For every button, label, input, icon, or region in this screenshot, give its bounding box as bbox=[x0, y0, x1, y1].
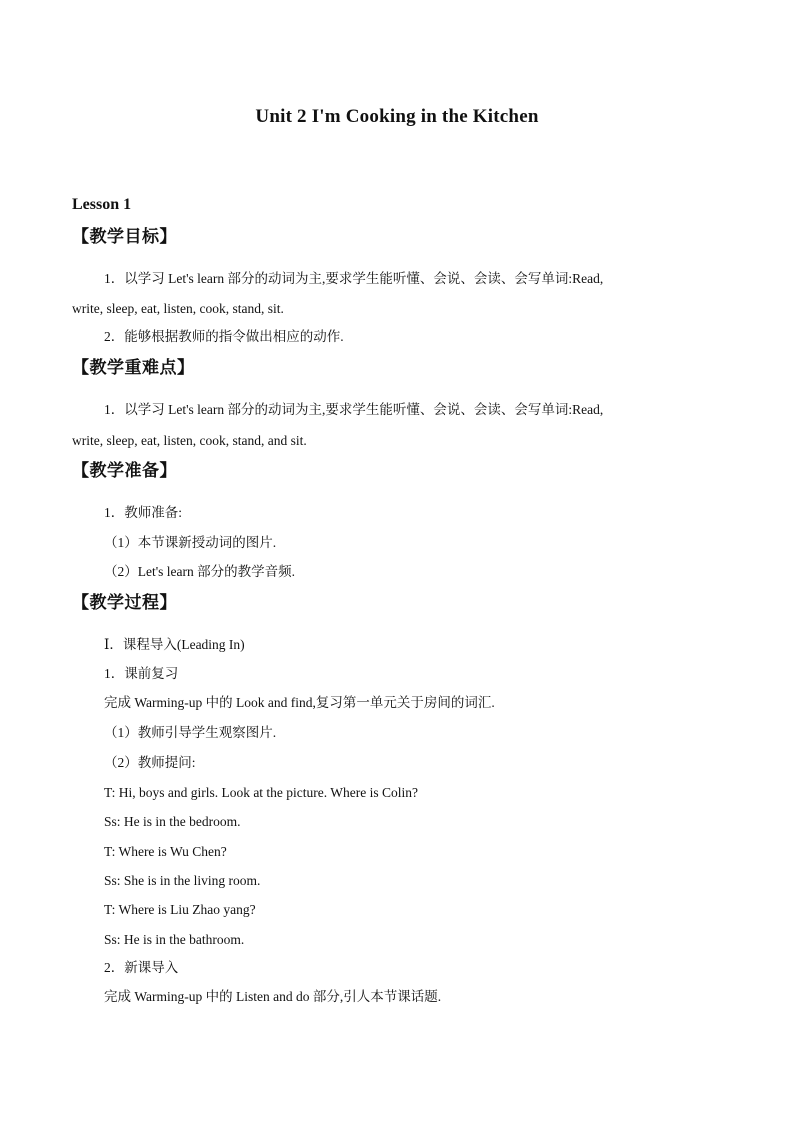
process-line: （2）教师提问: bbox=[104, 755, 196, 770]
preparation-line-3: （2）Let's learn 部分的教学音频. bbox=[104, 564, 296, 579]
process-line: Ⅰ．课程导入(Leading In) bbox=[104, 637, 245, 652]
process-line: Ss: He is in the bathroom. bbox=[104, 932, 245, 947]
process-line: 完成 Warming-up 中的 Look and find,复习第一单元关于房间的词汇. bbox=[104, 695, 495, 710]
preparation-line-1: 1．教师准备: bbox=[104, 505, 183, 520]
section-heading-preparation: 【教学准备】 bbox=[72, 461, 177, 480]
objectives-line-2: write, sleep, eat, listen, cook, stand, sit. bbox=[72, 301, 284, 316]
preparation-line-2: （1）本节课新授动词的图片. bbox=[104, 535, 277, 550]
keypoints-line-1: 1．以学习 Let's learn 部分的动词为主,要求学生能听懂、会说、会读、会写单词:Read, bbox=[104, 402, 604, 417]
process-line: T: Where is Wu Chen? bbox=[104, 844, 227, 859]
keypoints-line-2: write, sleep, eat, listen, cook, stand, and sit. bbox=[72, 433, 307, 448]
process-line: 完成 Warming-up 中的 Listen and do 部分,引人本节课话题. bbox=[104, 989, 442, 1004]
document-title: Unit 2 I'm Cooking in the Kitchen bbox=[255, 106, 539, 127]
lesson-heading: Lesson 1 bbox=[72, 196, 132, 213]
process-line: Ss: He is in the bedroom. bbox=[104, 814, 241, 829]
section-heading-process: 【教学过程】 bbox=[72, 593, 177, 612]
objectives-line-1: 1．以学习 Let's learn 部分的动词为主,要求学生能听懂、会说、会读、会写单词:Read, bbox=[104, 271, 604, 286]
process-line: （1）教师引导学生观察图片. bbox=[104, 725, 277, 740]
section-heading-keypoints: 【教学重难点】 bbox=[72, 358, 195, 377]
process-line: 2．新课导入 bbox=[104, 960, 179, 975]
objectives-line-3: 2．能够根据教师的指令做出相应的动作. bbox=[104, 329, 344, 344]
process-line: T: Hi, boys and girls. Look at the picture. Where is Colin? bbox=[104, 785, 419, 800]
process-line: T: Where is Liu Zhao yang? bbox=[104, 902, 256, 917]
section-heading-objectives: 【教学目标】 bbox=[72, 227, 177, 246]
process-line: Ss: She is in the living room. bbox=[104, 873, 261, 888]
process-line: 1．课前复习 bbox=[104, 666, 179, 681]
